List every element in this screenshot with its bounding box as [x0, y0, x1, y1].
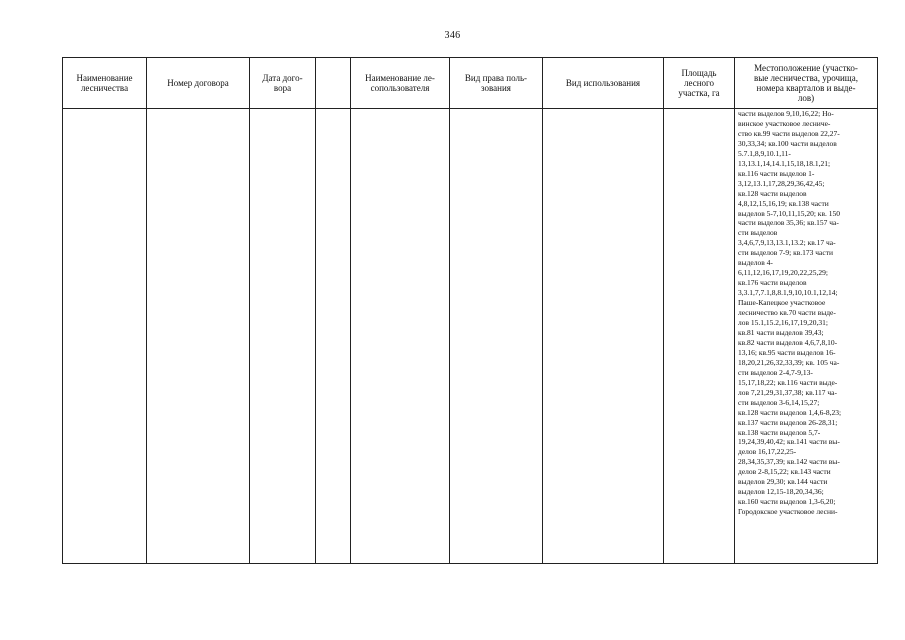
cell-usage-type: [543, 109, 664, 564]
header-plot-area: Площадь лесного участка, га: [664, 58, 735, 109]
forest-lease-table: [62, 57, 878, 564]
cell-location: [735, 109, 878, 564]
page-number: 346: [444, 30, 461, 41]
cell-right-type: [450, 109, 543, 564]
table-header-row: [63, 58, 878, 109]
cell-empty: [316, 109, 351, 564]
header-location: Местоположение (участко- вые лесничества, урочища, номера кварталов и выде- лов): [735, 58, 878, 109]
cell-forestry-name: [63, 109, 147, 564]
table-row: [63, 109, 878, 564]
cell-plot-area: [664, 109, 735, 564]
cell-contract-number: [147, 109, 250, 564]
header-forestry-name: Наименование лесничества: [63, 58, 147, 109]
header-empty: [316, 58, 351, 109]
header-contract-date: Дата дого- вора: [250, 58, 316, 109]
cell-forest-user-name: [351, 109, 450, 564]
header-right-type: Вид права поль- зования: [450, 58, 543, 109]
location-text: части выделов 9,10,16,22; Но- винское участковое лесниче- ство кв.99 части выделов 22,27- 30,33,34; кв.100 части выделов 5.7.1,8,9,10.1,11- 13,13.1,14,14.1,15,18,18.1,21; кв.116 части выделов 1- 3,12,13.1,17,28,29,36,42,45; кв.128 части выделов 4,8,12,15,16,19; кв.138 части выделов 5-7,10,11,15,20; кв. 150 части выделов 35,36; кв.157 ча- сти выделов 3,4,6,7,9,13,13.1,13.2; кв.17 ча- сти выделов 7-9; кв.173 части выделов 4- 6,11,12,16,17,19,20,22,25,29; кв.176 части выделов 3,3.1,7,7.1,8,8.1,9,10,10.1,12,14; Паше-Капецкое участковое лесничество кв.70 части выде- лов 15.1,15.2,16,17,19,20,31; кв.81 части выделов 39,43; кв.82 части выделов 4,6,7,8,10- 13,16; кв.95 части выделов 16- 18,20,21,26,32,33,39; кв. 105 ча- сти выделов 2-4,7-9,13- 15,17,18,22; кв.116 части выде- лов 7,21,29,31,37,38; кв.117 ча- сти выделов 3-6,14,15,27; кв.128 части выделов 1,4,6-8,23; кв.137 части выделов 26-28,31; кв.138 части выделов 5,7- 19,24,39,40,42; кв.141 части вы- делов 16,17,22,25- 28,34,35,37,39; кв.142 части вы- делов 2-8,15,22; кв.143 части выделов 29,30; кв.144 части выделов 12,15-18,20,34,36; кв.160 части выделов 1,3-6,20; Городокское участковое лесни-: [738, 109, 842, 517]
header-forest-user-name: Наименование ле- сопользователя: [351, 58, 450, 109]
header-contract-number: Номер договора: [147, 58, 250, 109]
cell-contract-date: [250, 109, 316, 564]
header-usage-type: Вид использования: [543, 58, 664, 109]
